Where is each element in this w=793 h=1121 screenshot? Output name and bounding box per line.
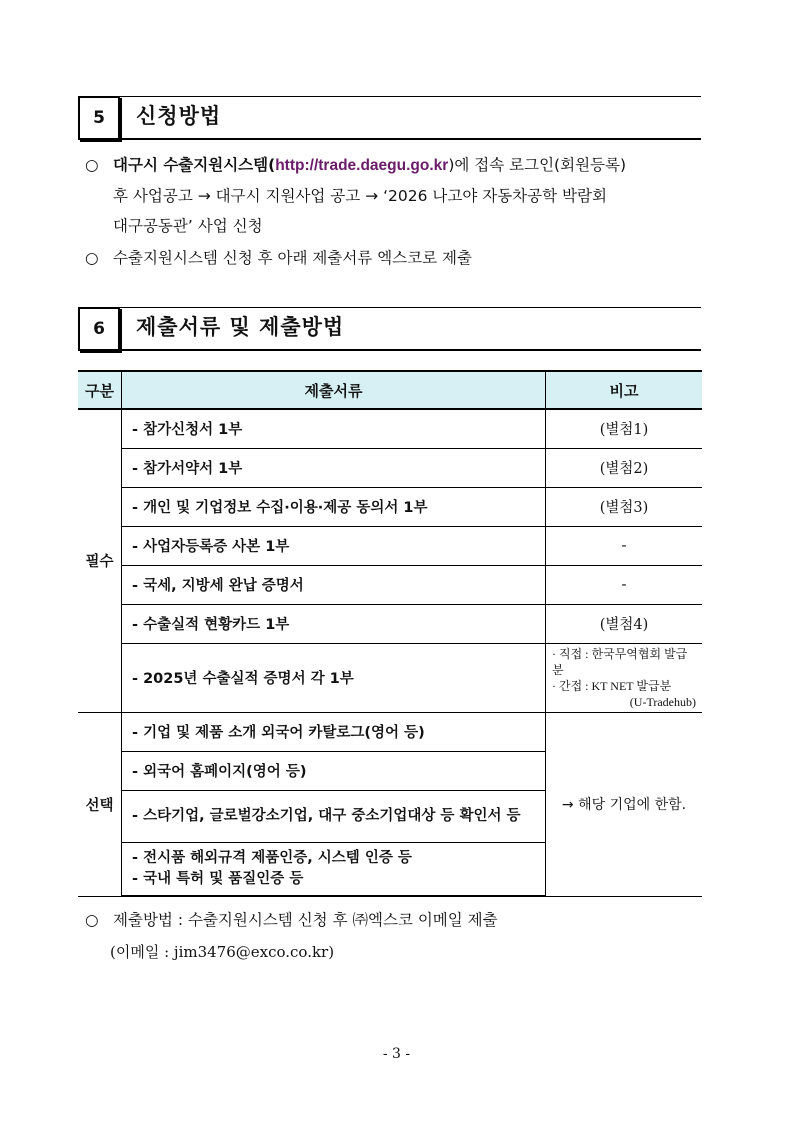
- circle-bullet-icon: ○: [85, 249, 99, 267]
- section-5-top-rule: [120, 96, 701, 97]
- optional-note: → 해당 기업에 한함.: [546, 712, 703, 896]
- document-note: (별첨4): [546, 604, 703, 643]
- document-note: -: [546, 565, 703, 604]
- document-item-multi: [122, 842, 546, 896]
- header-documents: 제출서류: [122, 371, 546, 409]
- table-row: [78, 712, 702, 751]
- section-5-number: 5: [78, 96, 120, 140]
- section-5-bottom-rule: [120, 138, 701, 140]
- document-note: (별첨1): [546, 409, 703, 448]
- submission-email: (이메일 : jim3476@exco.co.kr): [110, 943, 335, 961]
- application-steps-line: 후 사업공고 → 대구시 지원사업 공고 → ‘2026 나고야 자동차공학 박람회: [113, 187, 607, 205]
- document-item: - 2025년 수출실적 증명서 각 1부: [122, 643, 546, 712]
- submission-method-paragraph: [85, 905, 720, 935]
- document-note: (별첨2): [546, 448, 703, 487]
- login-text: )에 접속 로그인(회원등록): [448, 156, 627, 174]
- note-line-indirect: · 간접 : KT NET 발급분: [552, 678, 672, 693]
- export-proof-note: [546, 643, 703, 712]
- note-line-direct: · 직접 : 한국무역협회 발급분: [552, 646, 688, 677]
- section-6-title: 제출서류 및 제출방법: [136, 315, 345, 339]
- section-6-header: [78, 307, 701, 351]
- submission-method-text: 제출방법 : 수출지원시스템 신청 후 ㈜엑스코 이메일 제출: [113, 911, 498, 929]
- section-5-header: [78, 96, 701, 140]
- system-name-text: 대구시 수출지원시스템(: [113, 156, 276, 174]
- application-method-paragraph: [85, 150, 720, 241]
- circle-bullet-icon: ○: [85, 911, 99, 929]
- document-item: - 참가서약서 1부: [122, 448, 546, 487]
- section-5-title: 신청방법: [136, 104, 222, 128]
- document-item: - 국세, 지방세 완납 증명서: [122, 565, 546, 604]
- table-row: [78, 409, 702, 448]
- header-category: 구분: [78, 371, 122, 409]
- submit-docs-text: 수출지원시스템 신청 후 아래 제출서류 엑스코로 제출: [113, 249, 472, 267]
- document-item: - 수출실적 현황카드 1부: [122, 604, 546, 643]
- note-line-utradehub: (U-Tradehub): [629, 694, 696, 709]
- submission-documents-table: [78, 370, 702, 897]
- trade-daegu-link[interactable]: http://trade.daegu.go.kr: [275, 157, 449, 174]
- table-row: [78, 526, 702, 565]
- table-row: [78, 643, 702, 712]
- document-note: -: [546, 526, 703, 565]
- section-6-bottom-rule: [120, 349, 701, 351]
- submit-docs-paragraph: [85, 243, 720, 273]
- required-category-cell: 필수: [78, 409, 122, 712]
- table-row: [78, 448, 702, 487]
- application-steps-line-end: 대구공동관’ 사업 신청: [113, 217, 263, 235]
- table-header-row: [78, 371, 702, 409]
- section-6-number: 6: [78, 307, 120, 351]
- section-6-top-rule: [120, 307, 701, 308]
- document-item: - 스타기업, 글로벌강소기업, 대구 중소기업대상 등 확인서 등: [122, 790, 546, 842]
- document-item: - 사업자등록증 사본 1부: [122, 526, 546, 565]
- document-item: - 기업 및 제품 소개 외국어 카탈로그(영어 등): [122, 712, 546, 751]
- document-item-line: - 전시품 해외규격 제품인증, 시스템 인증 등: [132, 849, 412, 866]
- table-row: [78, 487, 702, 526]
- table-row: [78, 604, 702, 643]
- document-note: (별첨3): [546, 487, 703, 526]
- page-number: - 3 -: [382, 1046, 411, 1062]
- document-item: - 외국어 홈페이지(영어 등): [122, 751, 546, 790]
- header-remarks: 비고: [546, 371, 703, 409]
- table-row: [78, 565, 702, 604]
- document-item: - 개인 및 기업정보 수집·이용·제공 동의서 1부: [122, 487, 546, 526]
- optional-category-cell: 선택: [78, 712, 122, 896]
- document-item-line: - 국내 특허 및 품질인증 등: [132, 870, 304, 887]
- circle-bullet-icon: ○: [85, 156, 99, 174]
- document-item: - 참가신청서 1부: [122, 409, 546, 448]
